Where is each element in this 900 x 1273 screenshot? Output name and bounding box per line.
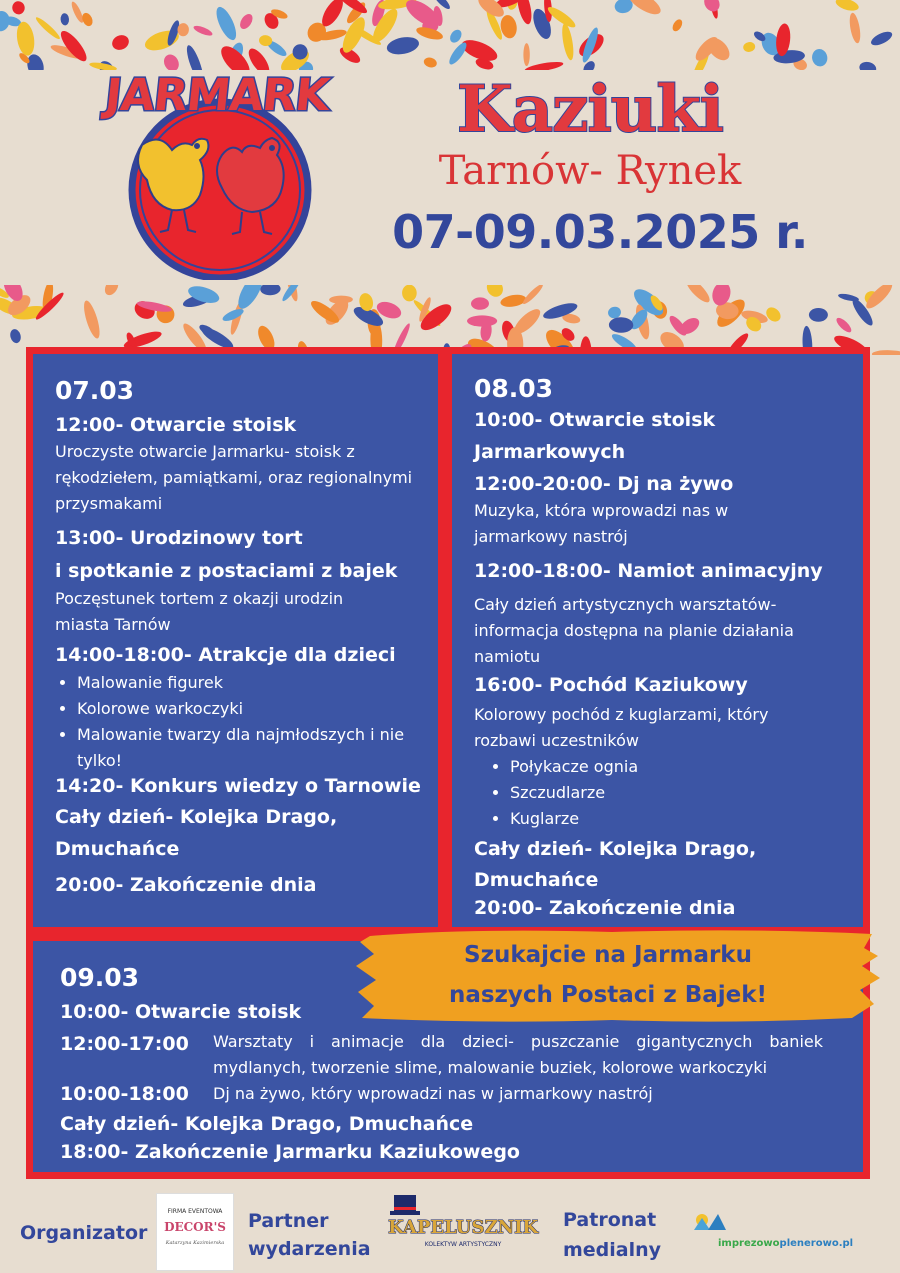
decorative-petal: [81, 299, 103, 340]
organizer-logo: [156, 1193, 234, 1271]
list-item: • Kuglarze: [510, 806, 810, 832]
organizer-logo-line: FIRMA EVENTOWA: [167, 1208, 223, 1215]
event-title: 16:00- Pochód Kaziukowy: [474, 674, 748, 696]
event-title: Cały dzień- Kolejka Drago,: [474, 838, 757, 860]
decorative-petal: [385, 35, 420, 57]
decorative-petal: [515, 0, 535, 26]
decorative-petal: [213, 4, 241, 42]
decorative-petal: [560, 23, 576, 61]
day-label: 09.03: [60, 963, 140, 992]
event-description: Dj na żywo, który wprowadzi nas w jarmarkowy nastrój: [213, 1084, 653, 1103]
decorative-petal: [60, 13, 69, 26]
event-title: 10:00- Otwarcie stoisk: [60, 1001, 302, 1023]
decorative-petal: [9, 328, 23, 344]
event-description: Warsztaty i animacje dla dzieci- puszczanie gigantycznych baniek mydlanych, tworzenie slime, malowanie buziek, kolorowe warkoczyki: [213, 1032, 823, 1077]
decorative-petal: [683, 285, 713, 306]
decorative-petal: [431, 0, 453, 11]
event-description: Muzyka, która wprowadzi nas w jarmarkowy nastrój: [474, 501, 729, 546]
partner-label: [248, 1207, 371, 1263]
day-label: 07.03: [55, 376, 135, 405]
decorative-petal: [467, 315, 497, 326]
patron-label-line: medialny: [563, 1239, 662, 1261]
organizer-logo-line: DECOR'S: [164, 1220, 226, 1234]
banner-line: Szukajcie na Jarmarku: [464, 942, 752, 968]
event-title: Cały dzień- Kolejka Drago, Dmuchańce: [60, 1113, 474, 1135]
imprezowo-wordmark-part: plenerowo.pl: [779, 1238, 854, 1249]
decorative-petal: [671, 18, 685, 33]
event-time: 10:00-18:00: [60, 1083, 189, 1105]
decorative-petal: [192, 24, 213, 38]
decorative-petal: [858, 60, 877, 70]
decorative-petal: [280, 285, 303, 303]
decorative-petal: [521, 285, 545, 306]
decorative-petal: [609, 317, 634, 333]
patron-label-line: Patronat: [563, 1209, 657, 1231]
event-title: Dmuchańce: [474, 869, 599, 891]
decorative-petal: [471, 297, 489, 310]
kapelusznik-logo: [388, 1193, 538, 1259]
decorative-petal: [872, 350, 900, 355]
event-title: Jarmarkowych: [474, 441, 626, 463]
list-item: • Malowanie figurek: [77, 670, 417, 696]
event-title: i spotkanie z postaciami z bajek: [55, 560, 398, 582]
day-panel-08-03: [445, 347, 870, 934]
imprezowo-logo: [690, 1208, 854, 1258]
patron-label: [563, 1205, 661, 1265]
decorative-petal: [184, 44, 206, 70]
decorative-petal: [245, 45, 273, 70]
decorative-petal: [484, 285, 506, 300]
top-floral-pattern: [0, 0, 900, 70]
event-description: Poczęstunek tortem z okazji urodzin miasta Tarnów: [55, 589, 344, 634]
decorative-petal: [811, 48, 829, 68]
decorative-petal: [238, 12, 256, 31]
decorative-petal: [511, 305, 544, 337]
event-title: 12:00-18:00- Namiot animacyjny: [474, 560, 823, 582]
event-location: Tarnów- Rynek: [438, 148, 742, 194]
decorative-petal: [809, 308, 828, 322]
list-item: • Szczudlarze: [510, 780, 810, 806]
decorative-petal: [11, 0, 25, 15]
event-title: 20:00- Zakończenie dnia: [55, 874, 317, 896]
decorative-petal: [524, 60, 564, 70]
attractions-list: [59, 670, 417, 774]
event-title: 18:00- Zakończenie Jarmarku Kaziukowego: [60, 1141, 520, 1163]
event-description: Cały dzień artystycznych warsztatów- informacja dostępna na planie działania namiotu: [474, 595, 794, 666]
partner-label-line: Partner: [248, 1210, 329, 1232]
day-label: 08.03: [474, 374, 554, 403]
decorative-petal: [742, 41, 756, 53]
list-item: • Połykacze ognia: [510, 754, 810, 780]
imprezowo-wordmark: [718, 1238, 853, 1249]
day-panel-07-03: [26, 347, 445, 934]
decorative-petal: [869, 29, 894, 48]
decorative-petal: [500, 293, 528, 309]
imprezowo-wordmark-part: imprezowo: [718, 1238, 780, 1249]
decorative-petal: [448, 28, 464, 45]
decorative-petal: [110, 32, 132, 52]
banner-text: [352, 935, 864, 1015]
organizer-logo-line: Katarzyna Kazimierska: [165, 1240, 225, 1246]
kapelusznik-subtitle: KOLEKTYW ARTYSTYCZNY: [424, 1241, 502, 1248]
event-title: 12:00-20:00- Dj na żywo: [474, 473, 734, 495]
event-title: 14:00-18:00- Atrakcje dla dzieci: [55, 644, 396, 666]
jarmark-logo: [72, 70, 362, 280]
event-time: 12:00-17:00: [60, 1033, 189, 1055]
kapelusznik-wordmark: KAPELUSZNIK: [388, 1217, 539, 1238]
decorative-petal: [329, 295, 353, 303]
decorative-petal: [834, 0, 860, 13]
decorative-petal: [613, 0, 634, 15]
event-description: Kolorowy pochód z kuglarzami, który rozbawi uczestników: [474, 705, 769, 750]
middle-floral-pattern: [0, 285, 900, 355]
list-item: • Malowanie twarzy dla najmłodszych i nie tylko!: [77, 722, 417, 774]
decorative-petal: [402, 285, 417, 302]
event-description: Uroczyste otwarcie Jarmarku- stoisk z rękodziełem, pamiątkami, oraz regionalnymi przysmakami: [55, 442, 413, 513]
decorative-petal: [34, 15, 62, 41]
decorative-petal: [701, 0, 723, 14]
event-title: 14:20- Konkurs wiedzy o Tarnowie: [55, 775, 421, 797]
performers-list: [492, 754, 810, 832]
decorative-petal: [447, 40, 470, 67]
event-title: 20:00- Zakończenie dnia: [474, 897, 736, 919]
logo-jarmark-text: JARMARK: [102, 70, 332, 121]
decorative-petal: [848, 12, 862, 44]
event-title: 13:00- Urodzinowy tort: [55, 527, 303, 549]
event-title: Cały dzień- Kolejka Drago,: [55, 806, 338, 828]
decorative-petal: [102, 285, 121, 298]
event-title: Kaziuki: [457, 72, 723, 147]
decorative-petal: [260, 285, 281, 296]
organizer-label: Organizator: [20, 1222, 148, 1244]
decorative-petal: [523, 43, 529, 66]
event-title: 10:00- Otwarcie stoisk: [474, 409, 716, 431]
partner-label-line: wydarzenia: [248, 1238, 371, 1260]
decorative-petal: [423, 56, 438, 69]
decorative-petal: [834, 316, 853, 335]
event-title: Dmuchańce: [55, 838, 180, 860]
event-dates: 07-09.03.2025 r.: [392, 205, 808, 259]
event-title: 12:00- Otwarcie stoisk: [55, 414, 297, 436]
decorative-petal: [161, 52, 182, 70]
banner-line: naszych Postaci z Bajek!: [448, 982, 768, 1008]
list-item: • Kolorowe warkoczyki: [77, 696, 417, 722]
